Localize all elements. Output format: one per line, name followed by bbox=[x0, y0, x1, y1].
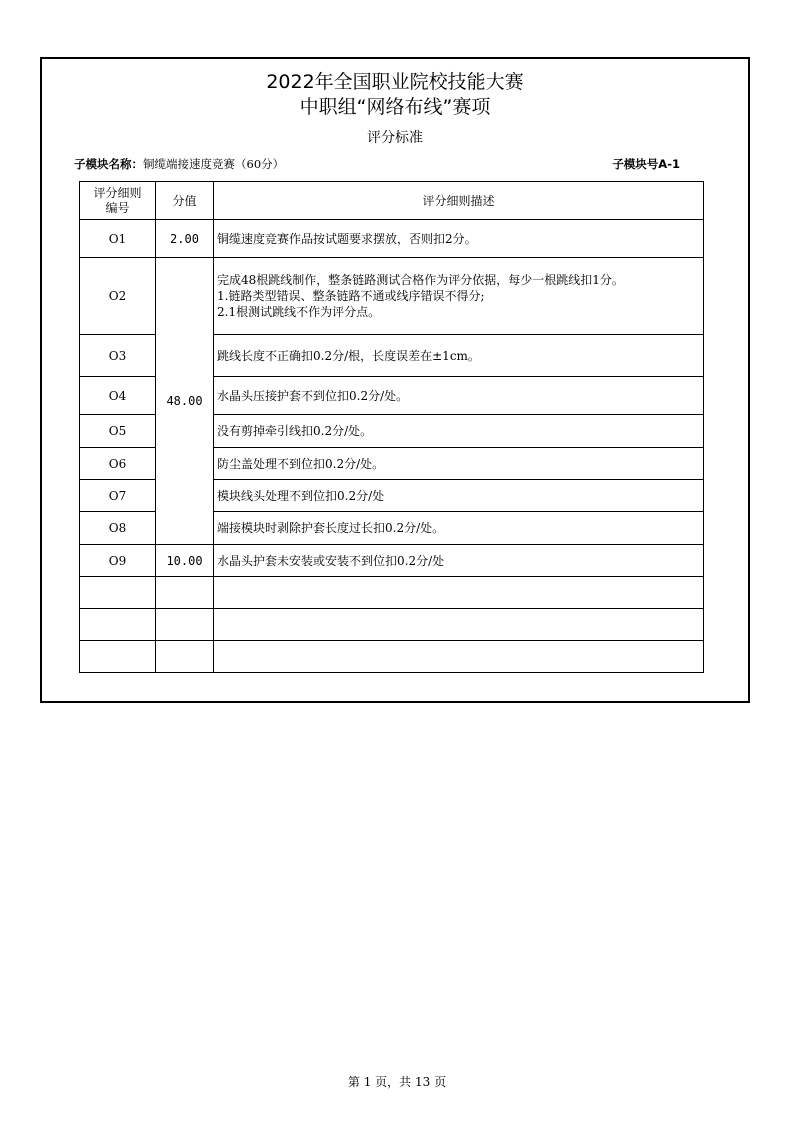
row-id: O2 bbox=[80, 258, 156, 335]
page-footer: 第 1 页，共 13 页 bbox=[347, 1075, 447, 1089]
row-id: O8 bbox=[80, 512, 156, 545]
empty-cell bbox=[156, 641, 214, 673]
empty-cell bbox=[214, 609, 704, 641]
row-id: O5 bbox=[80, 415, 156, 448]
module-number: 子模块号A-1 bbox=[612, 157, 680, 171]
row-description: 模块线头处理不到位扣0.2分/处 bbox=[214, 480, 704, 512]
row-description: 铜缆速度竞赛作品按试题要求摆放，否则扣2分。 bbox=[214, 220, 704, 258]
row-description: 没有剪掉牵引线扣0.2分/处。 bbox=[214, 415, 704, 448]
module-name-label: 子模块名称： bbox=[74, 157, 143, 171]
empty-cell bbox=[80, 609, 156, 641]
empty-cell bbox=[156, 609, 214, 641]
scoring-table bbox=[79, 181, 704, 673]
empty-cell bbox=[214, 641, 704, 673]
row-id: O9 bbox=[80, 545, 156, 577]
row-id: O3 bbox=[80, 335, 156, 377]
table-row bbox=[80, 220, 704, 258]
row-description: 完成48根跳线制作，整条链路测试合格作为评分依据，每少一根跳线扣1分。 1.链路类型错误、整条链路不通或线序错误不得分; 2.1根测试跳线不作为评分点。 bbox=[214, 258, 704, 335]
table-row bbox=[80, 545, 704, 577]
row-id: O1 bbox=[80, 220, 156, 258]
document-title: 2022年全国职业院校技能大赛 bbox=[266, 71, 524, 93]
module-name bbox=[74, 156, 284, 172]
row-description: 防尘盖处理不到位扣0.2分/处。 bbox=[214, 448, 704, 480]
empty-cell bbox=[80, 577, 156, 609]
row-score: 2.00 bbox=[156, 220, 214, 258]
module-name-value: 铜缆端接速度竞赛（60分） bbox=[143, 157, 285, 171]
table-header-row bbox=[80, 182, 704, 220]
section-heading: 评分标准 bbox=[367, 130, 423, 146]
row-score: 10.00 bbox=[156, 545, 214, 577]
empty-cell bbox=[156, 577, 214, 609]
row-id: O7 bbox=[80, 480, 156, 512]
table-row-empty bbox=[80, 609, 704, 641]
table-row-empty bbox=[80, 641, 704, 673]
row-score: 48.00 bbox=[156, 258, 214, 545]
row-description: 水晶头护套未安装或安装不到位扣0.2分/处 bbox=[214, 545, 704, 577]
table-row bbox=[80, 258, 704, 335]
empty-cell bbox=[214, 577, 704, 609]
row-description: 跳线长度不正确扣0.2分/根，长度误差在±1cm。 bbox=[214, 335, 704, 377]
row-id: O6 bbox=[80, 448, 156, 480]
row-description: 水晶头压接护套不到位扣0.2分/处。 bbox=[214, 377, 704, 415]
table-row-empty bbox=[80, 577, 704, 609]
header-description: 评分细则描述 bbox=[214, 182, 704, 220]
document-frame bbox=[40, 57, 750, 703]
header-score: 分值 bbox=[156, 182, 214, 220]
row-description: 端接模块时剥除护套长度过长扣0.2分/处。 bbox=[214, 512, 704, 545]
header-id: 评分细则编号 bbox=[80, 182, 156, 220]
row-id: O4 bbox=[80, 377, 156, 415]
document-subtitle-event: 中职组“网络布线”赛项 bbox=[299, 96, 491, 118]
empty-cell bbox=[80, 641, 156, 673]
